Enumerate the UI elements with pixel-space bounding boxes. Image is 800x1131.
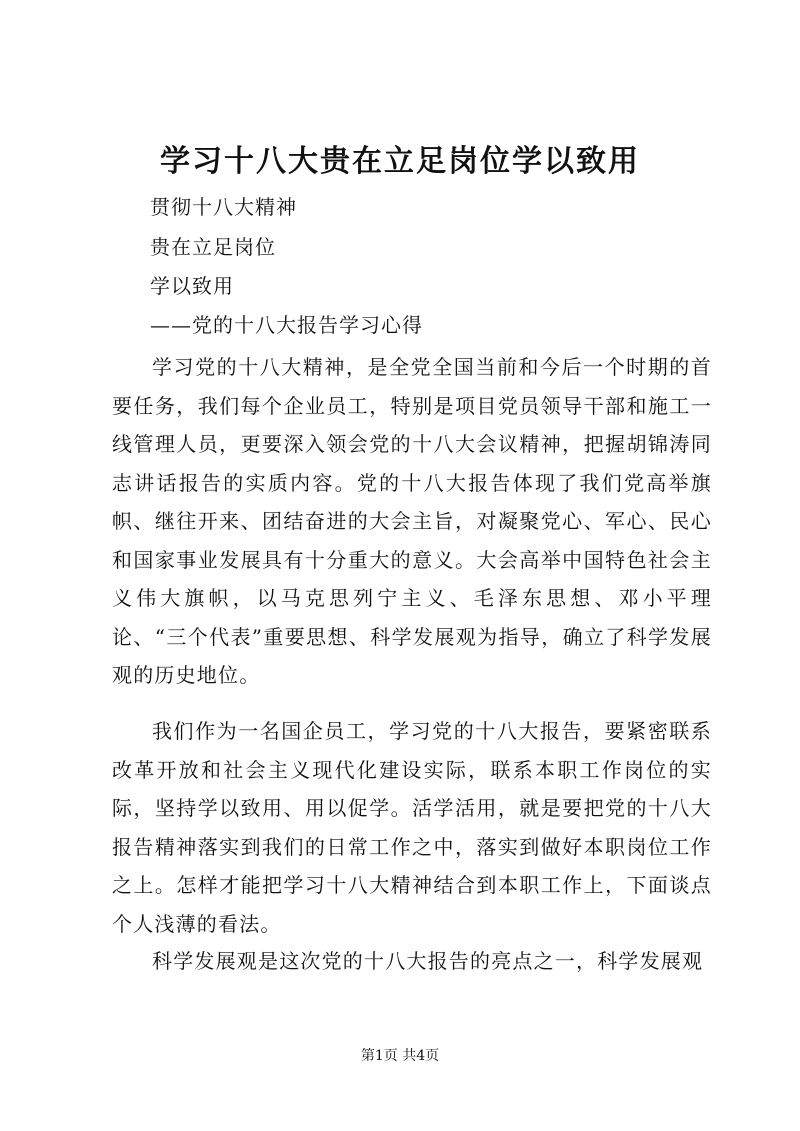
document-title: 学习十八大贵在立足岗位学以致用 xyxy=(160,144,640,179)
subheading-4: ——党的十八大报告学习心得 xyxy=(150,313,423,337)
page-number-footer: 第1页 共4页 xyxy=(360,1048,440,1064)
subheading-2: 贵在立足岗位 xyxy=(150,235,276,259)
subheading-1: 贯彻十八大精神 xyxy=(150,195,297,219)
paragraph-3: 科学发展观是这次党的十八大报告的亮点之一，科学发展观 xyxy=(152,949,704,973)
paragraph-2: 我们作为一名国企员工，学习党的十八大报告，要紧密联系改革开放和社会主义现代化建设实际，联系本职工作岗位的实际，坚持学以致用、用以促学。活学活用，就是要把党的十八大报告精神落实到我们的日常工作之中，落实到做好本职岗位工作之上。怎样才能把学习十八大精神结合到本职工作上，下面谈点个人浅薄的看法。 xyxy=(112,719,712,936)
paragraph-1: 学习党的十八大精神，是全党全国当前和今后一个时期的首要任务，我们每个企业员工，特别是项目党员领导干部和施工一线管理人员，更要深入领会党的十八大会议精神，把握胡锦涛同志讲话报告的实质内容。党的十八大报告体现了我们党高举旗帜、继往开来、团结奋进的大会主旨，对凝聚党心、军心、民心和国家事业发展具有十分重大的意义。大会高举中国特色社会主义伟大旗帜，以马克思列宁主义、毛泽东思想、邓小平理论、“三个代表”重要思想、科学发展观为指导，确立了科学发展观的历史地位。 xyxy=(112,355,712,687)
subheading-3: 学以致用 xyxy=(150,274,234,298)
